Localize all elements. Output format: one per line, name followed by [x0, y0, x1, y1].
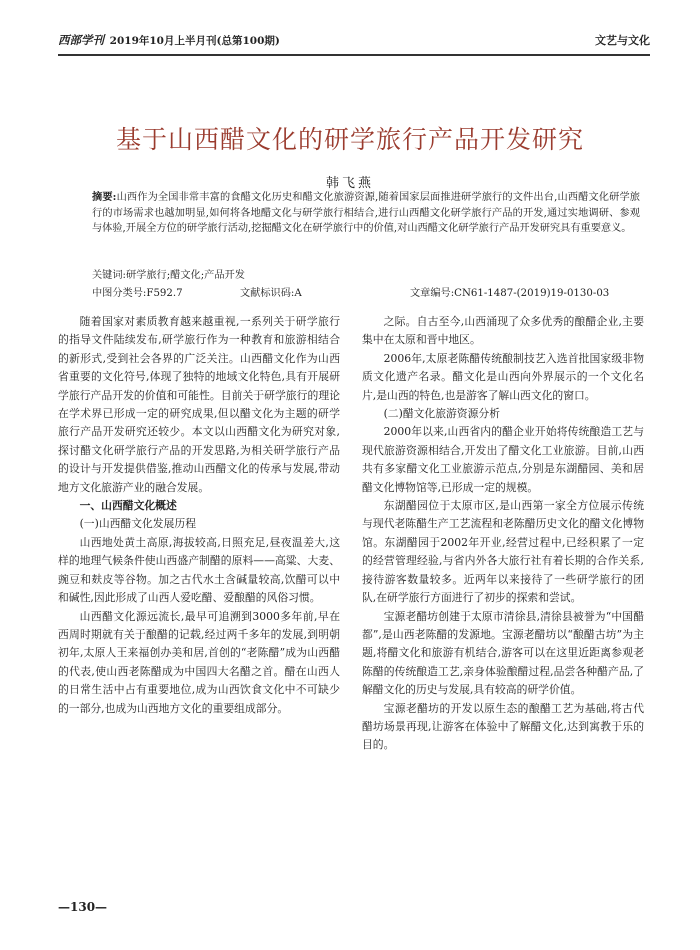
- body-column-right: [362, 313, 644, 755]
- section-name: 文艺与文化: [595, 34, 650, 47]
- body-paragraph: 宝源老醋坊创建于太原市清徐县,清徐县被誉为“中国醋都”,是山西老陈醋的发源地。宝源老醋坊以“酿醋古坊”为主题,将醋文化和旅游有机结合,游客可以在这里近距离参观老陈醋的传统酿造工艺,亲身体验酿醋过程,品尝各种醋产品,了解醋文化的历史与发展,具有较高的研学价值。: [362, 609, 644, 697]
- article-number: 文章编号:CN61-1487-(2019)19-0130-03: [410, 288, 610, 299]
- abstract: [92, 190, 640, 237]
- article-metadata: [92, 284, 652, 298]
- journal-name: 西部学刊: [58, 33, 104, 47]
- body-paragraph: 随着国家对素质教育越来越重视,一系列关于研学旅行的指导文件陆续发布,研学旅行作为一种教育和旅游相结合的新形式,受到社会各界的广泛关注。山西醋文化作为山西省重要的文化符号,体现了独特的地域文化特色,具有开展研学旅行产品开发的价值和可能性。目前关于研学旅行的理论在学术界已形成一定的研究成果,但以醋文化为主题的研学旅行产品开发研究还较少。本文以山西醋文化为研究对象,探讨醋文化研学旅行产品的开发思路,为相关研学旅行产品的设计与开发提供借鉴,推动山西醋文化的传承与发展,带动地方文化旅游产业的融合发展。: [58, 315, 340, 494]
- body-paragraph: 宝源老醋坊的开发以原生态的酿醋工艺为基础,将古代醋坊场景再现,让游客在体验中了解醋文化,达到寓教于乐的目的。: [362, 701, 644, 752]
- body-paragraph: 2006年,太原老陈醋传统酿制技艺入选首批国家级非物质文化遗产名录。醋文化是山西向外界展示的一个文化名片,是山西的特色,也是游客了解山西文化的窗口。: [362, 351, 644, 402]
- body-paragraph: 山西醋文化源远流长,最早可追溯到3000多年前,早在西周时期就有关于酿醋的记载,经过两千多年的发展,到明朝初年,太原人王来福创办美和居,首创的“老陈醋”成为山西醋的代表,使山西老陈醋成为中国四大名醋之首。醋在山西人的日常生活中占有重要地位,成为山西饮食文化中不可缺少的一部分,也成为山西地方文化的重要组成部分。: [58, 609, 340, 715]
- journal-issue-line: [58, 32, 280, 48]
- abstract-label: 摘要:: [92, 191, 117, 203]
- keywords-label: 关键词:: [92, 270, 126, 281]
- body-paragraph: 山西地处黄土高原,海拔较高,日照充足,昼夜温差大,这样的地理气候条件使山西盛产制醋的原料——高粱、大麦、豌豆和麸皮等谷物。加之古代水土含碱量较高,饮醋可以中和碱性,因此形成了山西人爱吃醋、爱酿醋的风俗习惯。: [58, 535, 340, 605]
- body-paragraph: 东湖醋园位于太原市区,是山西第一家全方位展示传统与现代老陈醋生产工艺流程和老陈醋历史文化的醋文化博物馆。东湖醋园于2002年开业,经营过程中,已经积累了一定的经营管理经验,与省内外各大旅行社有着长期的合作关系,接待游客数量较多。近两年以来接待了一些研学旅行的团队,在研学旅行方面进行了初步的探索和尝试。: [362, 499, 644, 605]
- article-title: 基于山西醋文化的研学旅行产品开发研究: [115, 125, 584, 154]
- body-paragraph: 之际。自古至今,山西涌现了众多优秀的酿醋企业,主要集中在太原和晋中地区。: [362, 315, 644, 347]
- clc-number: 中图分类号:F592.7: [92, 288, 183, 299]
- document-code: 文献标识码:A: [240, 288, 302, 299]
- keywords: [92, 266, 640, 281]
- page-number: —130—: [58, 900, 108, 914]
- body-column-left: [58, 313, 340, 718]
- issue-info: 2019年10月上半月刊(总第100期): [109, 35, 280, 47]
- keywords-text: 研学旅行;醋文化;产品开发: [126, 270, 245, 281]
- subsection-heading: (二)醋文化旅游资源分析: [383, 407, 500, 421]
- running-header: [58, 28, 650, 56]
- subsection-heading: (一)山西醋文化发展历程: [79, 517, 196, 531]
- body-paragraph: 2000年以来,山西省内的醋企业开始将传统酿造工艺与现代旅游资源相结合,开发出了醋文化工业旅游。目前,山西共有多家醋文化工业旅游示范点,分别是东湖醋园、美和居醋文化博物馆等,已形成一定的规模。: [362, 425, 644, 494]
- section-heading: 一、山西醋文化概述: [79, 499, 177, 513]
- abstract-text: 山西作为全国非常丰富的食醋文化历史和醋文化旅游资源,随着国家层面推进研学旅行的文件出台,山西醋文化研学旅行的市场需求也越加明显,如何将各地醋文化与研学旅行相结合,进行山西醋文化研学旅行产品的开发,通过实地调研、参观与体验,开展全方位的研学旅行活动,挖掘醋文化在研学旅行中的价值,对山西醋文化研学旅行产品开发研究具有重要意义。: [92, 192, 640, 234]
- article-author: 韩飞燕: [325, 176, 374, 191]
